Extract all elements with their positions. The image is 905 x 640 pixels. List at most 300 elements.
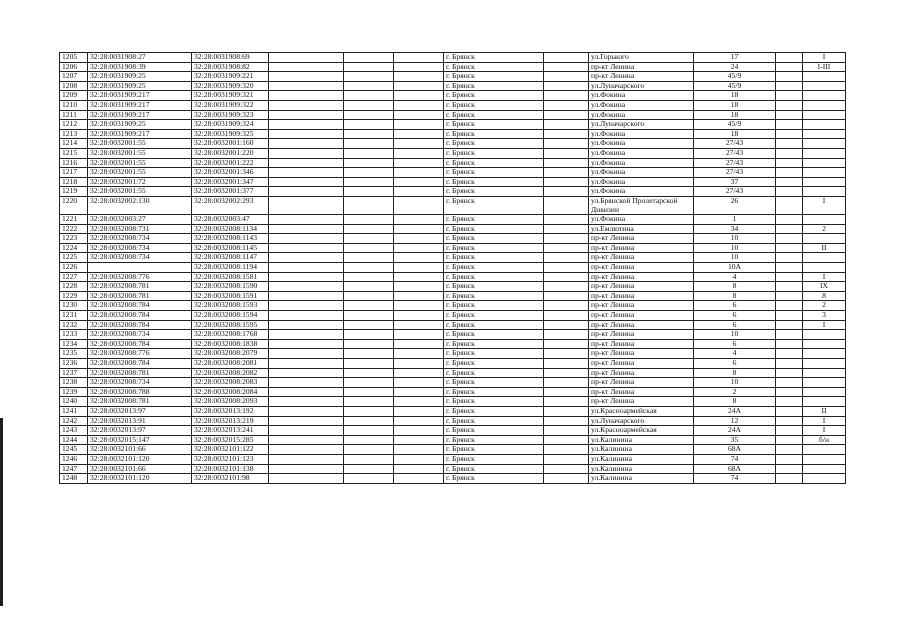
parcel-cadastral-number: 32:28:0032008:781 [88, 291, 192, 301]
empty-cell [344, 320, 394, 330]
table-row [60, 215, 846, 225]
empty-cell [344, 62, 394, 72]
table-row [60, 263, 846, 273]
empty-cell [269, 139, 344, 149]
object-cadastral-number: 32:28:0032101:98 [192, 474, 269, 484]
parcel-cadastral-number: 32:28:0032008:781 [88, 282, 192, 292]
empty-cell [544, 91, 589, 101]
empty-cell [394, 253, 444, 263]
street-cell: ул.Красноармейская [589, 426, 694, 436]
empty-cell [269, 330, 344, 340]
table-row [60, 148, 846, 158]
empty-cell [544, 62, 589, 72]
empty-cell [544, 454, 589, 464]
empty-cell [394, 224, 444, 234]
empty-cell [776, 196, 803, 214]
row-number: 1229 [60, 291, 88, 301]
empty-cell [394, 311, 444, 321]
empty-cell [344, 129, 394, 139]
room-number-cell: II [803, 243, 846, 253]
table-row [60, 474, 846, 484]
table-row [60, 72, 846, 82]
street-cell: пр-кт Ленина [589, 397, 694, 407]
city-cell: г. Брянск [444, 72, 544, 82]
parcel-cadastral-number: 32:28:0032001:55 [88, 148, 192, 158]
empty-cell [394, 291, 444, 301]
empty-cell [776, 234, 803, 244]
city-cell: г. Брянск [444, 53, 544, 63]
empty-cell [394, 243, 444, 253]
street-cell: ул.Фокина [589, 168, 694, 178]
object-cadastral-number: 32:28:0032003:47 [192, 215, 269, 225]
empty-cell [269, 168, 344, 178]
house-number-cell: 18 [694, 110, 776, 120]
empty-cell [544, 330, 589, 340]
city-cell: г. Брянск [444, 62, 544, 72]
empty-cell [544, 139, 589, 149]
empty-cell [394, 110, 444, 120]
room-number-cell: б/н [803, 435, 846, 445]
empty-cell [776, 368, 803, 378]
parcel-cadastral-number: 32:28:0032013:97 [88, 426, 192, 436]
empty-cell [544, 339, 589, 349]
city-cell: г. Брянск [444, 81, 544, 91]
object-cadastral-number: 32:28:0031909:321 [192, 91, 269, 101]
object-cadastral-number: 32:28:0031908:69 [192, 53, 269, 63]
room-number-cell [803, 253, 846, 263]
empty-cell [269, 291, 344, 301]
empty-cell [394, 387, 444, 397]
empty-cell [269, 349, 344, 359]
table-row [60, 291, 846, 301]
object-cadastral-number: 32:28:0032008:1147 [192, 253, 269, 263]
parcel-cadastral-number: 32:28:0032001:55 [88, 187, 192, 197]
empty-cell [344, 378, 394, 388]
row-number: 1245 [60, 445, 88, 455]
room-number-cell [803, 339, 846, 349]
empty-cell [776, 474, 803, 484]
parcel-cadastral-number: 32:28:0032101:66 [88, 464, 192, 474]
parcel-cadastral-number: 32:28:0032002:130 [88, 196, 192, 214]
empty-cell [344, 397, 394, 407]
empty-cell [344, 139, 394, 149]
object-cadastral-number: 32:28:0032008:2079 [192, 349, 269, 359]
page-edge-mark [0, 418, 3, 606]
parcel-cadastral-number: 32:28:0031908:39 [88, 62, 192, 72]
parcel-cadastral-number: 32:28:0031909:25 [88, 81, 192, 91]
room-number-cell: 8 [803, 291, 846, 301]
empty-cell [776, 120, 803, 130]
empty-cell [394, 426, 444, 436]
street-cell: ул.Калинина [589, 445, 694, 455]
object-cadastral-number: 32:28:0032008:2081 [192, 359, 269, 369]
empty-cell [269, 100, 344, 110]
empty-cell [394, 177, 444, 187]
empty-cell [344, 311, 394, 321]
empty-cell [394, 148, 444, 158]
empty-cell [344, 339, 394, 349]
house-number-cell: 6 [694, 301, 776, 311]
table-row [60, 253, 846, 263]
house-number-cell: 74 [694, 454, 776, 464]
register-table [59, 52, 846, 484]
room-number-cell [803, 129, 846, 139]
table-row [60, 110, 846, 120]
street-cell: ул.Фокина [589, 158, 694, 168]
object-cadastral-number: 32:28:0032008:2084 [192, 387, 269, 397]
empty-cell [544, 263, 589, 273]
table-row [60, 320, 846, 330]
house-number-cell: 10 [694, 243, 776, 253]
row-number: 1237 [60, 368, 88, 378]
empty-cell [394, 474, 444, 484]
empty-cell [344, 426, 394, 436]
table-row [60, 91, 846, 101]
empty-cell [269, 72, 344, 82]
house-number-cell: 8 [694, 282, 776, 292]
room-number-cell: II [803, 406, 846, 416]
empty-cell [776, 291, 803, 301]
parcel-cadastral-number: 32:28:0032008:784 [88, 311, 192, 321]
empty-cell [394, 168, 444, 178]
street-cell: пр-кт Ленина [589, 263, 694, 273]
street-cell: ул.Луначарского [589, 120, 694, 130]
house-number-cell: 27/43 [694, 168, 776, 178]
empty-cell [776, 330, 803, 340]
street-cell: пр-кт Ленина [589, 291, 694, 301]
empty-cell [344, 387, 394, 397]
house-number-cell: 8 [694, 397, 776, 407]
table-row [60, 445, 846, 455]
house-number-cell: 10 [694, 330, 776, 340]
house-number-cell: 12 [694, 416, 776, 426]
empty-cell [776, 359, 803, 369]
parcel-cadastral-number: 32:28:0032008:788 [88, 387, 192, 397]
table-row [60, 243, 846, 253]
empty-cell [269, 196, 344, 214]
empty-cell [776, 426, 803, 436]
empty-cell [394, 234, 444, 244]
row-number: 1222 [60, 224, 88, 234]
row-number: 1223 [60, 234, 88, 244]
city-cell: г. Брянск [444, 215, 544, 225]
table-row [60, 311, 846, 321]
room-number-cell [803, 91, 846, 101]
empty-cell [269, 148, 344, 158]
house-number-cell: 10 [694, 234, 776, 244]
table-body [60, 53, 846, 484]
room-number-cell [803, 397, 846, 407]
empty-cell [394, 397, 444, 407]
table-row [60, 100, 846, 110]
row-number: 1224 [60, 243, 88, 253]
city-cell: г. Брянск [444, 263, 544, 273]
table-row [60, 435, 846, 445]
empty-cell [344, 359, 394, 369]
empty-cell [344, 215, 394, 225]
empty-cell [544, 368, 589, 378]
empty-cell [544, 435, 589, 445]
empty-cell [344, 158, 394, 168]
street-cell: пр-кт Ленина [589, 72, 694, 82]
empty-cell [544, 320, 589, 330]
empty-cell [344, 72, 394, 82]
house-number-cell: 27/43 [694, 139, 776, 149]
parcel-cadastral-number: 32:28:0032008:781 [88, 368, 192, 378]
empty-cell [269, 215, 344, 225]
room-number-cell [803, 445, 846, 455]
object-cadastral-number: 32:28:0032001:220 [192, 148, 269, 158]
empty-cell [269, 282, 344, 292]
city-cell: г. Брянск [444, 224, 544, 234]
row-number: 1239 [60, 387, 88, 397]
city-cell: г. Брянск [444, 282, 544, 292]
row-number: 1208 [60, 81, 88, 91]
room-number-cell [803, 110, 846, 120]
empty-cell [394, 406, 444, 416]
empty-cell [269, 53, 344, 63]
city-cell: г. Брянск [444, 330, 544, 340]
street-cell: пр-кт Ленина [589, 282, 694, 292]
parcel-cadastral-number: 32:28:0032001:55 [88, 158, 192, 168]
city-cell: г. Брянск [444, 120, 544, 130]
house-number-cell: 10 [694, 253, 776, 263]
empty-cell [269, 272, 344, 282]
empty-cell [344, 435, 394, 445]
row-number: 1248 [60, 474, 88, 484]
empty-cell [394, 378, 444, 388]
empty-cell [394, 81, 444, 91]
parcel-cadastral-number: 32:28:0032015:147 [88, 435, 192, 445]
room-number-cell: 2 [803, 224, 846, 234]
city-cell: г. Брянск [444, 177, 544, 187]
table-row [60, 359, 846, 369]
empty-cell [269, 378, 344, 388]
room-number-cell [803, 474, 846, 484]
table-row [60, 187, 846, 197]
empty-cell [544, 100, 589, 110]
street-cell: ул.Емлютина [589, 224, 694, 234]
empty-cell [269, 359, 344, 369]
street-cell: ул.Калинина [589, 464, 694, 474]
table-row [60, 406, 846, 416]
empty-cell [269, 474, 344, 484]
room-number-cell [803, 158, 846, 168]
city-cell: г. Брянск [444, 416, 544, 426]
empty-cell [269, 301, 344, 311]
house-number-cell: 74 [694, 474, 776, 484]
table-row [60, 129, 846, 139]
empty-cell [394, 62, 444, 72]
empty-cell [776, 243, 803, 253]
street-cell: ул.Фокина [589, 215, 694, 225]
table-row [60, 139, 846, 149]
row-number: 1238 [60, 378, 88, 388]
object-cadastral-number: 32:28:0032001:377 [192, 187, 269, 197]
empty-cell [269, 253, 344, 263]
empty-cell [394, 301, 444, 311]
empty-cell [394, 464, 444, 474]
row-number: 1221 [60, 215, 88, 225]
house-number-cell: 35 [694, 435, 776, 445]
empty-cell [776, 263, 803, 273]
city-cell: г. Брянск [444, 139, 544, 149]
row-number: 1213 [60, 129, 88, 139]
empty-cell [269, 406, 344, 416]
parcel-cadastral-number: 32:28:0032001:55 [88, 139, 192, 149]
empty-cell [269, 435, 344, 445]
house-number-cell: 45/9 [694, 120, 776, 130]
empty-cell [776, 72, 803, 82]
empty-cell [344, 148, 394, 158]
house-number-cell: 18 [694, 129, 776, 139]
city-cell: г. Брянск [444, 339, 544, 349]
house-number-cell: 6 [694, 359, 776, 369]
row-number: 1235 [60, 349, 88, 359]
row-number: 1234 [60, 339, 88, 349]
empty-cell [394, 435, 444, 445]
room-number-cell [803, 215, 846, 225]
empty-cell [394, 282, 444, 292]
empty-cell [269, 339, 344, 349]
row-number: 1210 [60, 100, 88, 110]
empty-cell [394, 91, 444, 101]
parcel-cadastral-number: 32:28:0031909:217 [88, 129, 192, 139]
street-cell: ул.Фокина [589, 100, 694, 110]
city-cell: г. Брянск [444, 445, 544, 455]
city-cell: г. Брянск [444, 291, 544, 301]
city-cell: г. Брянск [444, 359, 544, 369]
empty-cell [394, 272, 444, 282]
parcel-cadastral-number: 32:28:0031909:25 [88, 72, 192, 82]
empty-cell [394, 368, 444, 378]
street-cell: ул.Красноармейская [589, 406, 694, 416]
city-cell: г. Брянск [444, 243, 544, 253]
parcel-cadastral-number: 32:28:0031909:25 [88, 120, 192, 130]
parcel-cadastral-number: 32:28:0032001:55 [88, 168, 192, 178]
empty-cell [269, 129, 344, 139]
parcel-cadastral-number: 32:28:0032013:97 [88, 406, 192, 416]
city-cell: г. Брянск [444, 368, 544, 378]
empty-cell [776, 177, 803, 187]
room-number-cell: I-III [803, 62, 846, 72]
empty-cell [394, 72, 444, 82]
city-cell: г. Брянск [444, 435, 544, 445]
empty-cell [269, 368, 344, 378]
object-cadastral-number: 32:28:0032008:1581 [192, 272, 269, 282]
house-number-cell: 24А [694, 426, 776, 436]
table-row [60, 349, 846, 359]
parcel-cadastral-number: 32:28:0032008:776 [88, 272, 192, 282]
object-cadastral-number: 32:28:0031909:322 [192, 100, 269, 110]
row-number: 1228 [60, 282, 88, 292]
empty-cell [544, 272, 589, 282]
room-number-cell: I [803, 320, 846, 330]
row-number: 1209 [60, 91, 88, 101]
city-cell: г. Брянск [444, 91, 544, 101]
room-number-cell [803, 359, 846, 369]
empty-cell [776, 416, 803, 426]
empty-cell [776, 53, 803, 63]
room-number-cell: I [803, 53, 846, 63]
table-row [60, 387, 846, 397]
street-cell: ул.Калинина [589, 474, 694, 484]
parcel-cadastral-number: 32:28:0031909:217 [88, 91, 192, 101]
table-row [60, 397, 846, 407]
empty-cell [344, 243, 394, 253]
empty-cell [344, 177, 394, 187]
city-cell: г. Брянск [444, 168, 544, 178]
table-row [60, 464, 846, 474]
room-number-cell [803, 368, 846, 378]
table-row [60, 196, 846, 214]
house-number-cell: 24 [694, 62, 776, 72]
empty-cell [269, 311, 344, 321]
empty-cell [544, 474, 589, 484]
city-cell: г. Брянск [444, 387, 544, 397]
empty-cell [394, 454, 444, 464]
empty-cell [776, 148, 803, 158]
parcel-cadastral-number: 32:28:0032008:731 [88, 224, 192, 234]
city-cell: г. Брянск [444, 110, 544, 120]
empty-cell [269, 464, 344, 474]
empty-cell [344, 445, 394, 455]
house-number-cell: 8 [694, 291, 776, 301]
city-cell: г. Брянск [444, 301, 544, 311]
room-number-cell [803, 168, 846, 178]
city-cell: г. Брянск [444, 311, 544, 321]
empty-cell [394, 359, 444, 369]
city-cell: г. Брянск [444, 378, 544, 388]
house-number-cell: 8 [694, 368, 776, 378]
room-number-cell [803, 263, 846, 273]
room-number-cell [803, 72, 846, 82]
object-cadastral-number: 32:28:0032101:122 [192, 445, 269, 455]
room-number-cell [803, 464, 846, 474]
empty-cell [344, 81, 394, 91]
row-number: 1206 [60, 62, 88, 72]
parcel-cadastral-number: 32:28:0032008:734 [88, 330, 192, 340]
street-cell: ул.Калинина [589, 435, 694, 445]
empty-cell [776, 320, 803, 330]
parcel-cadastral-number: 32:28:0032008:784 [88, 339, 192, 349]
object-cadastral-number: 32:28:0032008:2093 [192, 397, 269, 407]
object-cadastral-number: 32:28:0032008:1595 [192, 320, 269, 330]
parcel-cadastral-number: 32:28:0032008:784 [88, 359, 192, 369]
row-number: 1244 [60, 435, 88, 445]
empty-cell [344, 91, 394, 101]
row-number: 1220 [60, 196, 88, 214]
empty-cell [344, 368, 394, 378]
table-row [60, 158, 846, 168]
house-number-cell: 68А [694, 445, 776, 455]
object-cadastral-number: 32:28:0032002:293 [192, 196, 269, 214]
row-number: 1242 [60, 416, 88, 426]
empty-cell [776, 187, 803, 197]
house-number-cell: 10А [694, 263, 776, 273]
empty-cell [269, 397, 344, 407]
street-cell: пр-кт Ленина [589, 359, 694, 369]
table-row [60, 81, 846, 91]
empty-cell [269, 243, 344, 253]
empty-cell [544, 301, 589, 311]
row-number: 1230 [60, 301, 88, 311]
empty-cell [394, 120, 444, 130]
city-cell: г. Брянск [444, 272, 544, 282]
room-number-cell [803, 349, 846, 359]
street-cell: пр-кт Ленина [589, 62, 694, 72]
empty-cell [269, 454, 344, 464]
